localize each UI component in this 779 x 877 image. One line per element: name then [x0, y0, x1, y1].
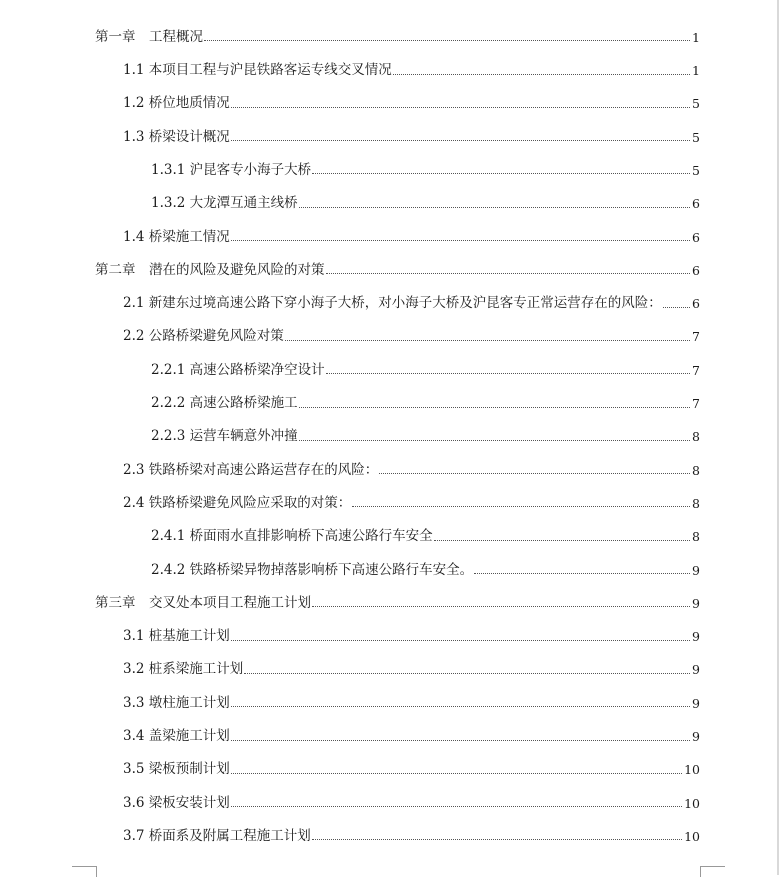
- toc-entry-title[interactable]: 2.4 铁路桥梁避免风险应采取的对策：: [123, 494, 352, 511]
- toc-entry-title[interactable]: 3.5 梁板预制计划: [123, 761, 230, 778]
- toc-entry[interactable]: [95, 81, 700, 114]
- toc-entry[interactable]: [95, 380, 700, 413]
- toc-entry[interactable]: [95, 314, 700, 347]
- toc-entry-title[interactable]: 3.4 盖梁施工计划: [123, 728, 230, 745]
- toc-page-number[interactable]: 7: [692, 329, 700, 345]
- toc-entry[interactable]: [95, 180, 700, 213]
- toc-entry-title[interactable]: 2.2.2 高速公路桥梁施工: [151, 395, 298, 412]
- toc-leader-dots: [299, 440, 690, 441]
- toc-page-number[interactable]: 1: [692, 29, 700, 45]
- toc-entry[interactable]: [95, 414, 700, 447]
- toc-page-number[interactable]: 1: [692, 63, 700, 79]
- toc-entry-title[interactable]: 2.4.2 铁路桥梁异物掉落影响桥下高速公路行车安全。: [151, 561, 474, 578]
- page-corner-mark-right: [700, 866, 725, 877]
- toc-page-number[interactable]: 8: [692, 495, 700, 511]
- toc-entry-title[interactable]: 1.4 桥梁施工情况: [123, 228, 230, 245]
- toc-entry[interactable]: [95, 114, 700, 147]
- toc-entry[interactable]: [95, 480, 700, 513]
- toc-entry[interactable]: [95, 780, 700, 813]
- toc-entry-title[interactable]: 1.3.1 沪昆客专小海子大桥: [151, 161, 312, 178]
- toc-page-number[interactable]: 10: [684, 762, 700, 778]
- toc-leader-dots: [231, 140, 690, 141]
- toc-page-number[interactable]: 6: [692, 229, 700, 245]
- toc-entry-title[interactable]: 3.2 桩系梁施工计划: [123, 661, 244, 678]
- toc-entry-title[interactable]: 1.3.2 大龙潭互通主线桥: [151, 195, 298, 212]
- toc-leader-dots: [299, 407, 690, 408]
- toc-page-number[interactable]: 9: [692, 562, 700, 578]
- toc-page-number[interactable]: 8: [692, 429, 700, 445]
- toc-entry-title[interactable]: 第一章 工程概况: [95, 28, 203, 45]
- toc-entry[interactable]: [95, 680, 700, 713]
- table-of-contents: [95, 14, 700, 846]
- toc-page-number[interactable]: 10: [684, 795, 700, 811]
- toc-leader-dots: [312, 839, 682, 840]
- toc-leader-dots: [204, 40, 690, 41]
- toc-page-number[interactable]: 5: [692, 162, 700, 178]
- toc-page-number[interactable]: 5: [692, 129, 700, 145]
- toc-leader-dots: [299, 207, 690, 208]
- toc-entry[interactable]: [95, 513, 700, 546]
- toc-page-number[interactable]: 9: [692, 695, 700, 711]
- toc-entry[interactable]: [95, 247, 700, 280]
- toc-page-number[interactable]: 9: [692, 595, 700, 611]
- toc-leader-dots: [326, 273, 691, 274]
- toc-entry-title[interactable]: 第二章 潜在的风险及避免风险的对策: [95, 261, 325, 278]
- toc-entry[interactable]: [95, 580, 700, 613]
- toc-entry[interactable]: [95, 613, 700, 646]
- toc-entry-title[interactable]: 2.2 公路桥梁避免风险对策: [123, 328, 284, 345]
- toc-entry-title[interactable]: 2.2.3 运营车辆意外冲撞: [151, 428, 298, 445]
- toc-leader-dots: [285, 340, 690, 341]
- toc-entry-title[interactable]: 3.1 桩基施工计划: [123, 628, 230, 645]
- toc-entry[interactable]: [95, 813, 700, 846]
- toc-entry-title[interactable]: 3.6 梁板安装计划: [123, 794, 230, 811]
- toc-leader-dots: [231, 240, 690, 241]
- page-corner-mark-left: [72, 866, 97, 877]
- toc-leader-dots: [312, 606, 690, 607]
- toc-entry[interactable]: [95, 147, 700, 180]
- toc-entry[interactable]: [95, 547, 700, 580]
- toc-leader-dots: [231, 773, 682, 774]
- toc-entry[interactable]: [95, 47, 700, 80]
- toc-page-number[interactable]: 9: [692, 729, 700, 745]
- toc-leader-dots: [379, 473, 690, 474]
- toc-page-number[interactable]: 8: [692, 529, 700, 545]
- toc-entry-title[interactable]: 1.1 本项目工程与沪昆铁路客运专线交叉情况: [123, 62, 392, 79]
- toc-leader-dots: [393, 74, 690, 75]
- toc-entry[interactable]: [95, 280, 700, 313]
- toc-leader-dots: [326, 373, 690, 374]
- toc-leader-dots: [231, 107, 690, 108]
- toc-entry-title[interactable]: 第三章 交叉处本项目工程施工计划: [95, 594, 311, 611]
- toc-entry[interactable]: [95, 14, 700, 47]
- toc-page-number[interactable]: 9: [692, 662, 700, 678]
- toc-leader-dots: [312, 173, 690, 174]
- toc-entry[interactable]: [95, 647, 700, 680]
- toc-entry-title[interactable]: 1.3 桥梁设计概况: [123, 128, 230, 145]
- toc-entry[interactable]: [95, 214, 700, 247]
- toc-page-number[interactable]: 8: [692, 462, 700, 478]
- toc-entry-title[interactable]: 2.3 铁路桥梁对高速公路运营存在的风险：: [123, 461, 379, 478]
- toc-entry-title[interactable]: 2.1 新建东过境高速公路下穿小海子大桥，对小海子大桥及沪昆客专正常运营存在的风险：: [123, 295, 662, 312]
- toc-entry-title[interactable]: 2.4.1 桥面雨水直排影响桥下高速公路行车安全: [151, 528, 433, 545]
- toc-entry[interactable]: [95, 347, 700, 380]
- toc-page-number[interactable]: 5: [692, 96, 700, 112]
- toc-entry-title[interactable]: 3.7 桥面系及附属工程施工计划: [123, 827, 311, 844]
- toc-leader-dots: [231, 740, 690, 741]
- toc-entry-title[interactable]: 2.2.1 高速公路桥梁净空设计: [151, 361, 325, 378]
- toc-leader-dots: [434, 540, 690, 541]
- toc-leader-dots: [244, 673, 690, 674]
- toc-entry-title[interactable]: 1.2 桥位地质情况: [123, 95, 230, 112]
- toc-entry[interactable]: [95, 447, 700, 480]
- toc-entry-title[interactable]: 3.3 墩柱施工计划: [123, 694, 230, 711]
- toc-entry[interactable]: [95, 747, 700, 780]
- toc-page-number[interactable]: 7: [692, 362, 700, 378]
- toc-leader-dots: [663, 307, 690, 308]
- toc-page-number[interactable]: 6: [692, 196, 700, 212]
- toc-leader-dots: [474, 573, 690, 574]
- toc-page-number[interactable]: 7: [692, 396, 700, 412]
- toc-leader-dots: [231, 706, 690, 707]
- toc-page-number[interactable]: 6: [692, 262, 700, 278]
- toc-page-number[interactable]: 9: [692, 629, 700, 645]
- toc-page-number[interactable]: 10: [684, 828, 700, 844]
- toc-entry[interactable]: [95, 713, 700, 746]
- toc-leader-dots: [352, 506, 690, 507]
- toc-leader-dots: [231, 806, 682, 807]
- toc-page-number[interactable]: 6: [692, 296, 700, 312]
- toc-leader-dots: [231, 640, 690, 641]
